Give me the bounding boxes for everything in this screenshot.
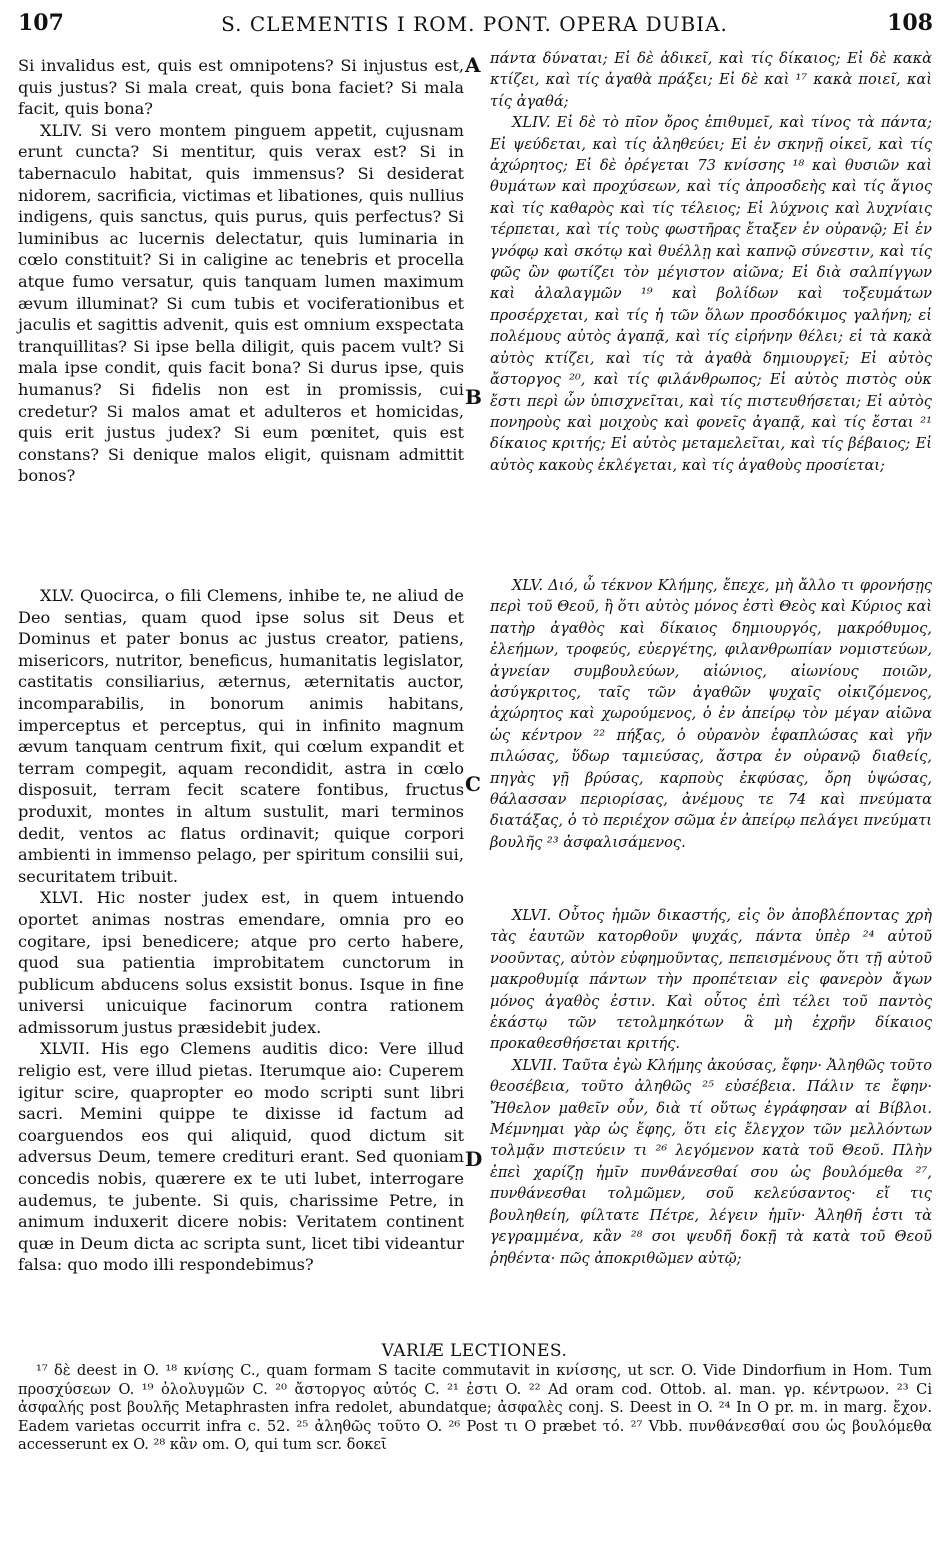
page-number-left: 107: [18, 10, 64, 36]
greek-paragraph-xlvi: XLVI. Οὗτος ἡμῶν δικαστής, εἰς ὃν ἀποβλέποντας χρὴ τὰς ἑαυτῶν κατορθοῦν ψυχάς, πάντα ὑπὲρ ²⁴ αὐτοῦ νοοῦντας, αὐτὸν εὐφημοῦντας, πεπεισμένους ὅτι τῇ αὐτοῦ μακροθυμίᾳ πάντων τὴν προπέτειαν εἰς φανερὸν ἄγων μόνος ἀγαθὸς ἐστιν. Καὶ οὗτος ἐπὶ τέλει τοῦ παντὸς ἑκάστῳ τῶν τετολμηκότων ἃ μὴ ἐχρῆν δίκαιος προκαθεσθήσεται κριτής.: [490, 907, 932, 1053]
page-number-right: 108: [887, 10, 933, 36]
margin-letter-a: A: [465, 53, 481, 77]
greek-paragraph-xliv: XLIV. Εἰ δὲ τὸ πῖον ὄρος ἐπιθυμεῖ, καὶ τίνος τὰ πάντα; Εἰ ψεύδεται, καὶ τίς ἀληθεύει; Εἰ ἐν σκηνῇ οἰκεῖ, καὶ τίς ἀχώρητος; Εἰ δὲ ὀρέγεται 73 κνίσσης ¹⁸ καὶ θυσιῶν καὶ θυμάτων καὶ προχύσεων, καὶ τίς ἀπροσδεὴς καὶ τίς ἅγιος καὶ τίς καθαρὸς καὶ τίς τέλειος; Εἰ λύχνοις καὶ λυχνίαις τέρπεται, καὶ τίς τοὺς φωστῆρας ἔταξεν ἐν οὐρανῷ; Εἰ ἐν γνόφῳ καὶ σκότῳ καὶ θυέλλῃ καὶ καπνῷ σύνεστιν, καὶ τίς φῶς ὢν φωτίζει τὸν μέγιστον αἰῶνα; Εἰ διὰ σαλπίγγων καὶ ἀλαλαγμῶν ¹⁹ καὶ βολίδων καὶ τοξευμάτων προσέρχεται, καὶ τίς ἡ τῶν ὅλων προσδόκιμος γαλήνη; εἰ πολέμους αὐτὸς ἀγαπᾷ, καὶ τίς εἰρήνην θέλει; εἰ τὰ κακὰ αὐτὸς κτίζει, καὶ τίς τὰ ἀγαθὰ δημιουργεῖ; Εἰ αὐτὸς ἄστοργος ²⁰, καὶ τίς φιλάνθρωπος; Εἰ αὐτὸς πιστὸς οὐκ ἔστι περὶ ὧν ὑπισχνεῖται, καὶ τίς πιστευθήσεται; Εἰ αὐτὸς πονηροὺς καὶ μοιχοὺς καὶ φονεῖς ἀγαπᾷ, καὶ τίς ἔσται ²¹ δίκαιος κριτής; Εἰ αὐτὸς μεταμελεῖται, καὶ τίς βέβαιος; Εἰ αὐτὸς κακοὺς ἐκλέγεται, καὶ τίς ἀγαθοὺς προσίεται;: [490, 114, 932, 474]
latin-paragraph-xlvi: XLVI. Hic noster judex est, in quem intuendo oportet animas nostras emendare, omnia pro eo cogitare, ipsi benedicere; atque pro certo habere, quod sua patientia improbitatem cunctorum in publicum abducens solus exsistit bonus. Isque in fine universi unicuique facinorum contra rationem admissorum justus præsidebit judex.: [18, 888, 464, 1037]
margin-letter-d: D: [465, 1147, 483, 1171]
running-title: S. CLEMENTIS I ROM. PONT. OPERA DUBIA.: [221, 12, 728, 36]
greek-block-2: [490, 575, 932, 853]
page-header: [0, 10, 949, 44]
greek-block-1: [490, 48, 932, 476]
margin-letter-b: B: [465, 385, 482, 409]
margin-letter-c: C: [465, 772, 481, 796]
greek-paragraph: πάντα δύναται; Εἰ δὲ ἀδικεῖ, καὶ τίς δίκαιος; Εἰ δὲ κακὰ κτίζει, καὶ τίς ἀγαθὰ πράξει; Εἰ δὲ καὶ ¹⁷ κακὰ ποιεῖ, καὶ τίς ἀγαθά;: [490, 50, 932, 110]
latin-paragraph-xliv: XLIV. Si vero montem pinguem appetit, cujusnam erunt cuncta? Si mentitur, quis verax est? Si in tabernaculo habitat, quis immensus? Si desiderat nidorem, sacrificia, victimas et libationes, quis nullius indigens, quis sanctus, quis purus, quis perfectus? Si luminibus ac lucernis delectatur, quis luminaria in cœlo constituit? Si in caligine ac tenebris et procella atque fumo versatur, quis tanquam lumen maximum ævum illuminat? Si cum tubis et vociferationibus et jaculis et sagittis advenit, quis est omnium exspectata tranquillitas? Si ipse bella diligit, quis pacem vult? Si mala ipse condit, quis facit bona? Si durus ipse, quis humanus? Si fidelis non est in promissis, cui credetur? Si malos amat et adulteros et homicidas, quis erit justus judex? Si eum pœnitet, quis est constans? Si denique malos eligit, quisnam admittit bonos?: [18, 120, 464, 486]
latin-block-2: [18, 585, 464, 1276]
greek-block-3: [490, 905, 932, 1269]
greek-paragraph-xlvii: XLVII. Ταῦτα ἐγὼ Κλήμης ἀκούσας, ἔφην· Ἀληθῶς τοῦτο θεοσέβεια, τοῦτο ἀληθῶς ²⁵ εὐσέβεια. Πάλιν τε ἔφην· Ἤθελον μαθεῖν οὖν, διὰ τί οὕτως ἐγράφησαν αἱ Βίβλοι. Μέμνημαι γὰρ ὡς ἔφης, ὅτι εἰς ἔλεγχον τῶν μελλόντων τολμᾷν πιστεύειν τι ²⁶ λεγόμενον κατὰ τοῦ Θεοῦ. Πλὴν ἐπεὶ χαρίζῃ ἡμῖν πυνθάνεσθαί σου ὡς βουλόμεθα ²⁷, πυνθάνεσθαι τολμῶμεν, σοῦ κελεύσαντος· εἴ τις βουληθείη, φίλτατε Πέτρε, λέγειν ἡμῖν· Ἀληθῆ ἐστι τὰ γεγραμμένα, κἂν ²⁸ σοι ψευδῆ δοκῇ τὰ κατὰ τοῦ Θεοῦ ῥηθέντα· πῶς ἀποκριθῶμεν αὐτῷ;: [490, 1056, 932, 1267]
latin-paragraph-xlvii: XLVII. His ego Clemens auditis dico: Vere illud religio est, vere illud pietas. Iterumque aio: Cuperem igitur scire, quapropter eo modo scripti sunt libri sacri. Memini quippe te dixisse id factum ad coarguendos eos qui aliquid, quod dictum sit adversus Deum, temere credituri erant. Sed quoniam concedis nobis, quærere ex te uti lubet, interrogare audemus, te jubente. Si quis, charissime Petre, in animum induxerit dicere nobis: Veritatem continent quæ in Deum dicta ac scripta sunt, licet tibi videantur falsa: quo modo illi respondebimus?: [18, 1039, 464, 1275]
latin-paragraph: Si invalidus est, quis est omnipotens? Si injustus est, quis justus? Si mala creat, quis bona faciet? Si mala facit, quis bona?: [18, 56, 464, 119]
variae-lectiones-text: ¹⁷ δὲ deest in O. ¹⁸ κνίσης C., quam formam S tacite commutavit in κνίσσης, ut scr. O. Vide Dindorfium in Hom. Tum προσχύσεων O. ¹⁹ ὀλολυγμῶν C. ²⁰ ἄστοργος αὐτός C. ²¹ ἐστι O. ²² Ad oram cod. Ottob. al. man. γρ. κέντρωον. ²³ Ci ἀσφαλής post βουλῆς Metaphrasten infra redolet, abundatque; ἀσφαλὲς conj. S. Deest in O. ²⁴ In O pr. m. in marg. ἔχον. Eadem varietas occurrit infra c. 52. ²⁵ ἀληθῶς τοῦτο O. ²⁶ Post τι O præbet τό. ²⁷ Vbb. πυνθάνεσθαί σου ὡς βουλόμεθα accesserunt ex O. ²⁸ κἂν om. O, qui tum scr. δοκεῖ: [18, 1362, 932, 1454]
latin-block-1: [18, 55, 464, 487]
greek-paragraph-xlv: XLV. Διό, ὦ τέκνον Κλήμης, ἔπεχε, μὴ ἄλλο τι φρονήσῃς περὶ τοῦ Θεοῦ, ἢ ὅτι αὐτὸς μόνος ἐστὶ Θεὸς καὶ Κύριος καὶ πατὴρ ἀγαθὸς καὶ δίκαιος δημιουργός, μακρόθυμος, ἐλεήμων, τροφεύς, εὐεργέτης, φιλανθρωπίαν νομιστεύων, ἁγνείαν συμβουλεύων, αἰώνιος, αἰωνίους ποιῶν, ἀσύγκριτος, ταῖς τῶν ἀγαθῶν ψυχαῖς οἰκιζόμενος, ἀχώρητος καὶ χωρούμενος, ὁ ἐν ἀπείρῳ τὸν μέγαν αἰῶνα ὡς κέντρον ²² πήξας, ὁ οὐρανὸν ἐφαπλώσας καὶ γῆν πιλώσας, ὕδωρ ταμιεύσας, ἄστρα ἐν οὐρανῷ διαθείς, πηγὰς γῇ βρύσας, καρποὺς ἐκφύσας, ὄρη ὑψώσας, θάλασσαν περιορίσας, ἀνέμους τε 74 καὶ πνεύματα διατάξας, ὁ τὸ περιέχον σῶμα ἐν ἀπείρῳ πελάγει πνεύματι βουλῆς ²³ ἀσφαλισάμενος.: [490, 577, 932, 851]
latin-paragraph-xlv: XLV. Quocirca, o fili Clemens, inhibe te, ne aliud de Deo sentias, quam quod ipse solus sit Deus et Dominus et pater bonus ac justus creator, patiens, misericors, nutritor, beneficus, humanitatis legislator, castitatis consiliarius, æternus, æternitatis auctor, incomparabilis, in bonorum animis habitans, imperceptus et perceptus, qui in infinito magnum ævum tanquam centrum fixit, qui cœlum expandit et terram compegit, aquam recondidit, astra in cœlo disposuit, terram fecit scatere fontibus, fructus produxit, montes in altum sustulit, mari terminos dedit, ventos ac flatus ordinavit; quique corpori ambienti in immenso pelago, per spiritum consilii sui, securitatem tribuit.: [18, 586, 464, 886]
variae-lectiones-title: VARIÆ LECTIONES.: [381, 1341, 568, 1361]
variae-lectiones: [18, 1362, 932, 1455]
